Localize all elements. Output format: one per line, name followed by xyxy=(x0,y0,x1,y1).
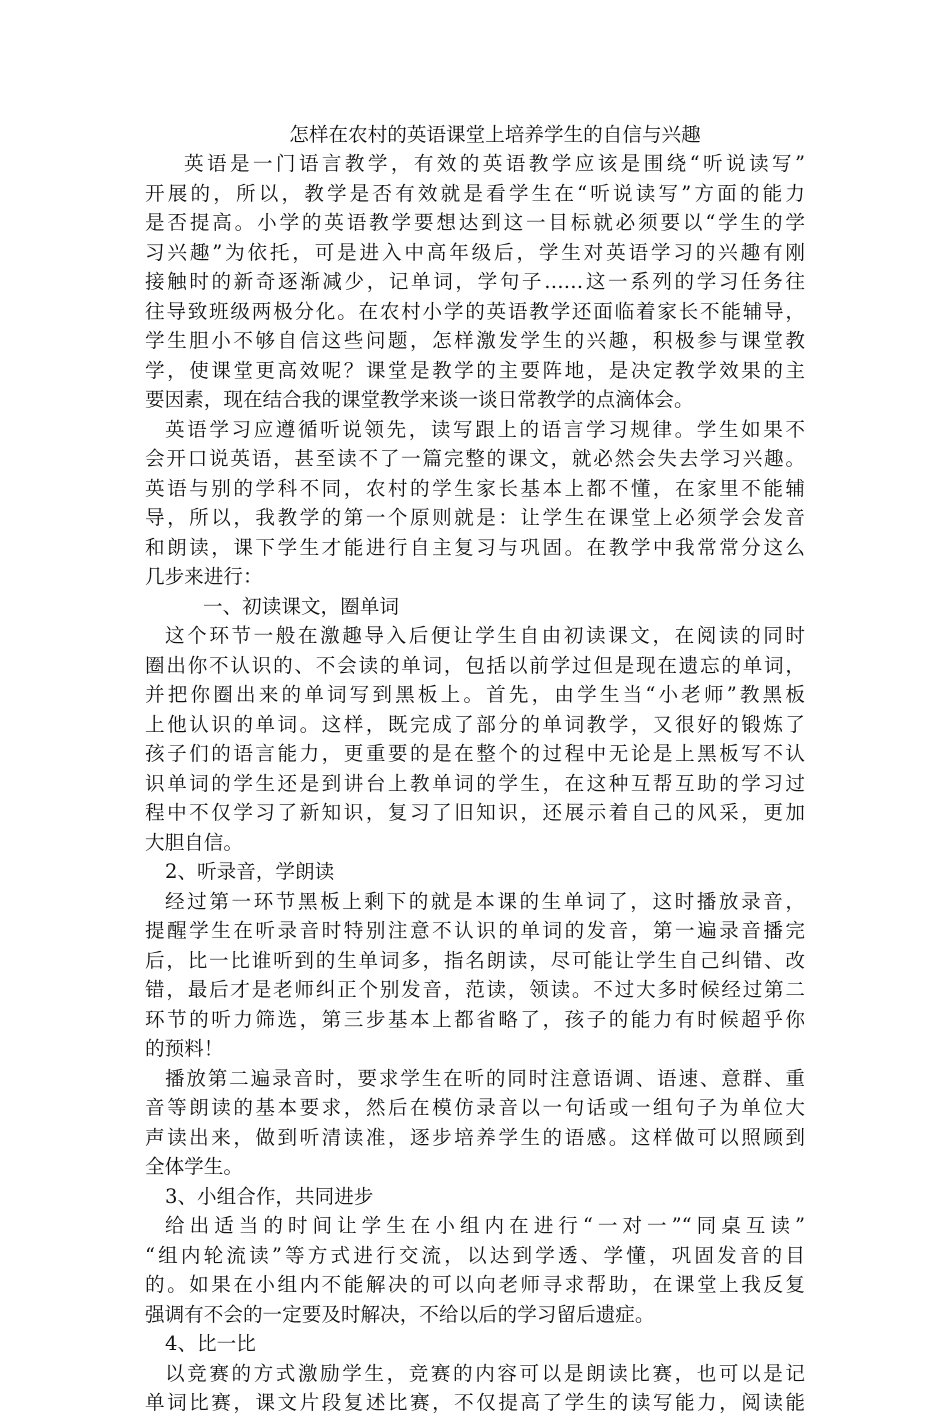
text-line: 英语是一门语言教学，有效的英语教学应该是围绕“听说读写” xyxy=(184,152,805,175)
text-line: 单词比赛，课文片段复述比赛，不仅提高了学生的读写能力，阅读能 xyxy=(145,1391,805,1414)
document-page xyxy=(145,120,805,1418)
paragraph xyxy=(145,887,805,1064)
text-line: 的。如果在小组内不能解决的可以向老师寻求帮助，在课堂上我反复 xyxy=(145,1273,805,1296)
text-line: 强调有不会的一定要及时解决，不给以后的学习留后遗症。 xyxy=(145,1302,655,1326)
paragraph xyxy=(145,415,805,592)
text-line: 导，所以，我教学的第一个原则就是：让学生在课堂上必须学会发音 xyxy=(145,506,805,529)
section-heading: 2、听录音，学朗读 xyxy=(165,860,335,883)
text-line: 开展的，所以，教学是否有效就是看学生在“听说读写”方面的能力 xyxy=(145,181,805,205)
text-line: 会开口说英语，甚至读不了一篇完整的课文，就必然会失去学习兴趣。 xyxy=(145,447,805,470)
text-line: 习兴趣”为依托，可是进入中高年级后，学生对英语学习的兴趣有刚 xyxy=(145,240,805,264)
text-line: 给出适当的时间让学生在小组内在进行“一对一”“同桌互读” xyxy=(165,1214,805,1237)
text-line: 错，最后才是老师纠正个别发音，范读，领读。不过大多时候经过第二 xyxy=(145,978,805,1001)
text-line: 后，比一比谁听到的生单词多，指名朗读，尽可能让学生自己纠错、改 xyxy=(145,948,805,972)
text-line: 圈出你不认识的、不会读的单词，包括以前学过但是现在遗忘的单词， xyxy=(145,653,805,677)
text-line: 播放第二遍录音时，要求学生在听的同时注意语调、语速、意群、重 xyxy=(165,1066,805,1090)
document-body xyxy=(145,149,805,1418)
text-line: 孩子们的语言能力，更重要的是在整个的过程中无论是上黑板写不认 xyxy=(145,742,805,765)
text-line: 英语与别的学科不同，农村的学生家长基本上都不懂，在家里不能辅 xyxy=(145,476,805,500)
text-line: 学生胆小不够自信这些问题，怎样激发学生的兴趣，积极参与课堂教 xyxy=(145,329,805,352)
text-line: “组内轮流读”等方式进行交流，以达到学透、学懂，巩固发音的目 xyxy=(145,1243,805,1267)
paragraph xyxy=(145,1211,805,1329)
text-line: 经过第一环节黑板上剩下的就是本课的生单词了，这时播放录音， xyxy=(165,889,805,913)
paragraph xyxy=(145,621,805,857)
paragraph xyxy=(145,1064,805,1182)
paragraph xyxy=(145,1359,805,1418)
text-line: 这个环节一般在激趣导入后便让学生自由初读课文，在阅读的同时 xyxy=(165,624,805,647)
text-line: 要因素，现在结合我的课堂教学来谈一谈日常教学的点滴体会。 xyxy=(145,388,694,411)
text-line: 声读出来，做到听清读准，逐步培养学生的语感。这样做可以照顾到 xyxy=(145,1125,805,1149)
text-line: 音等朗读的基本要求，然后在模仿录音以一句话或一组句子为单位大 xyxy=(145,1096,805,1119)
text-line: 识单词的学生还是到讲台上教单词的学生，在这种互帮互助的学习过 xyxy=(145,771,805,795)
text-line: 的预料！ xyxy=(145,1037,224,1060)
text-line: 程中不仅学习了新知识，复习了旧知识，还展示着自己的风采，更加 xyxy=(145,801,805,824)
text-line: 大胆自信。 xyxy=(145,830,243,854)
text-line: 是否提高。小学的英语教学要想达到这一目标就必须要以“学生的学 xyxy=(145,211,805,234)
text-line: 全体学生。 xyxy=(145,1155,243,1178)
text-line: 以竞赛的方式激励学生，竞赛的内容可以是朗读比赛，也可以是记 xyxy=(165,1361,805,1385)
document-title: 怎样在农村的英语课堂上培养学生的自信与兴趣 xyxy=(289,123,701,146)
text-line: 往导致班级两极分化。在农村小学的英语教学还面临着家长不能辅导， xyxy=(145,299,805,323)
text-line: 和朗读，课下学生才能进行自主复习与巩固。在教学中我常常分这么 xyxy=(145,535,805,559)
text-line: 环节的听力筛选，第三步基本上都省略了，孩子的能力有时候超乎你 xyxy=(145,1007,805,1031)
section-heading: 一、初读课文，圈单词 xyxy=(203,594,399,618)
section-heading: 4、比一比 xyxy=(165,1332,256,1355)
text-line: 学，使课堂更高效呢？课堂是教学的主要阵地，是决定教学效果的主 xyxy=(145,358,805,382)
text-line: 接触时的新奇逐渐减少，记单词，学句子……这一系列的学习任务往 xyxy=(145,270,805,293)
text-line: 几步来进行： xyxy=(145,565,263,588)
text-line: 英语学习应遵循听说领先，读写跟上的语言学习规律。学生如果不 xyxy=(165,417,805,441)
paragraph xyxy=(145,149,805,415)
section-heading: 3、小组合作，共同进步 xyxy=(165,1184,374,1208)
text-line: 并把你圈出来的单词写到黑板上。首先，由学生当“小老师”教黑板 xyxy=(145,683,805,706)
text-line: 上他认识的单词。这样，既完成了部分的单词教学，又很好的锻炼了 xyxy=(145,712,805,736)
text-line: 提醒学生在听录音时特别注意不认识的单词的发音，第一遍录音播完 xyxy=(145,919,805,942)
